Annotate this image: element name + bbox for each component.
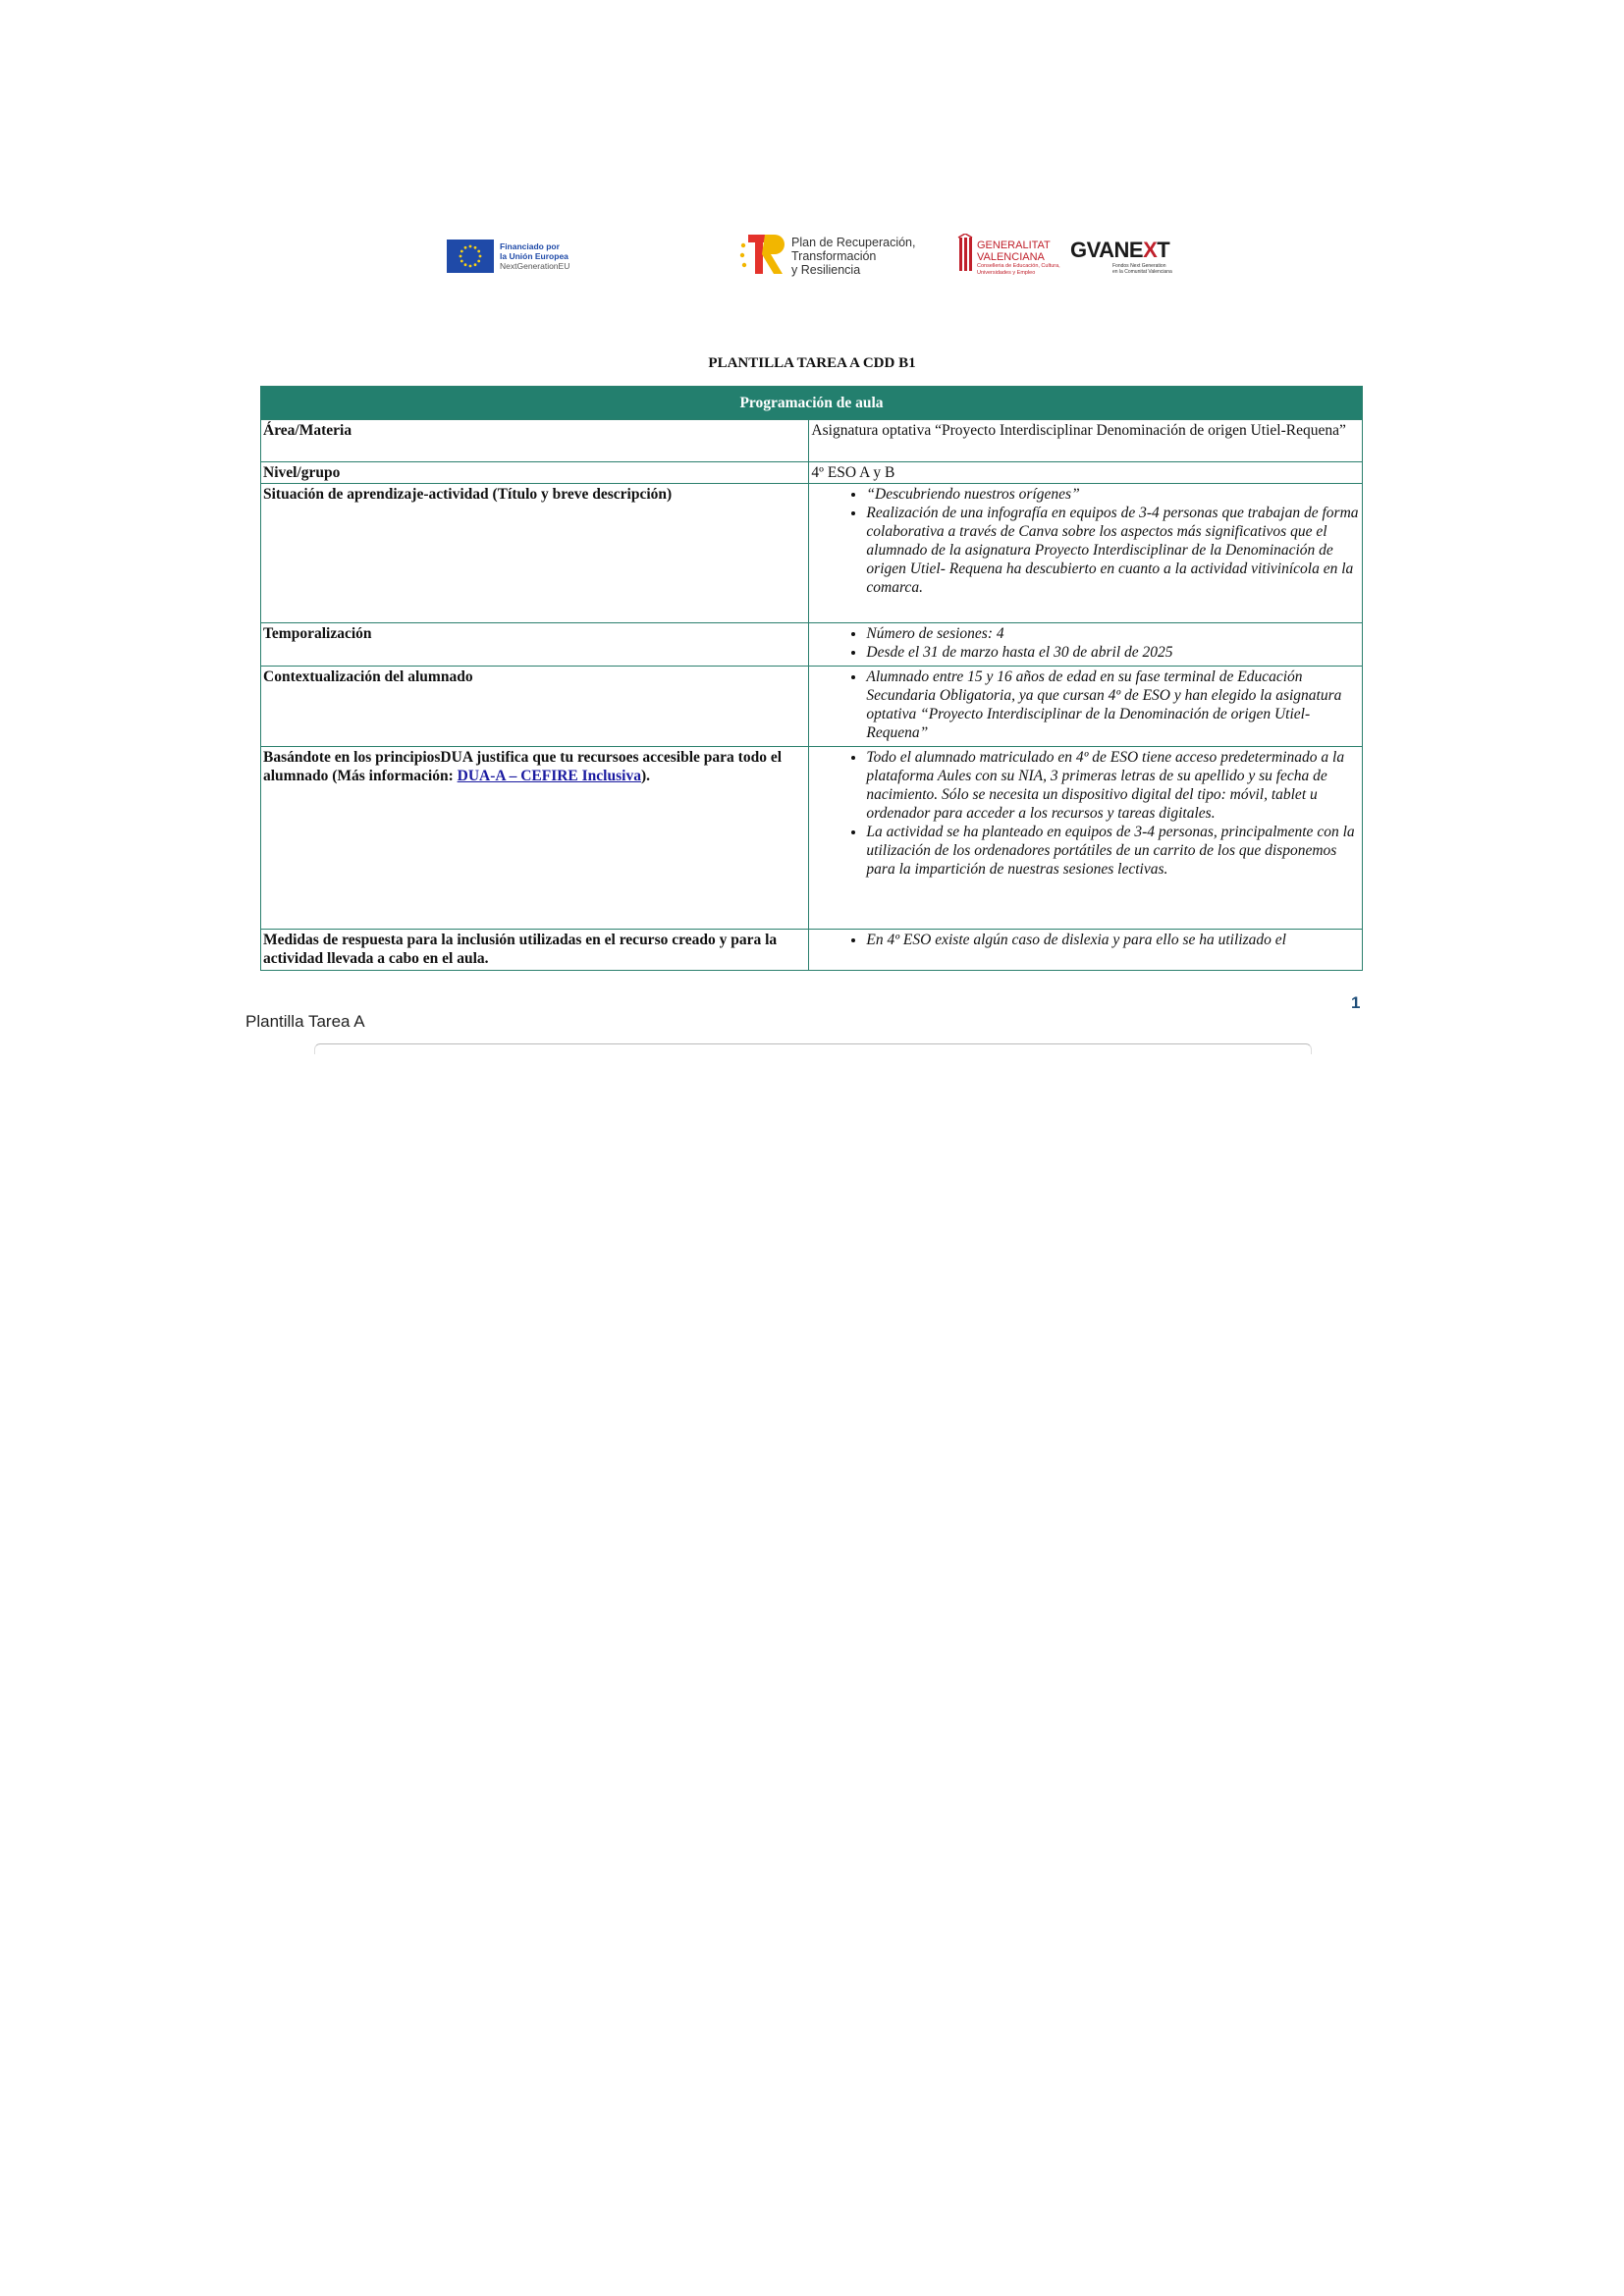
gvanext-wordmark	[1070, 238, 1169, 263]
table-row-temporalizacion	[261, 623, 1363, 667]
list-item: • Alumnado entre 15 y 16 años de edad en su fase terminal de Educación Secundaria Obligatoria, ya que cursan 4º de ESO y han elegido la asignatura optativa “Proyecto Interdisciplinar de la Denominación de origen Utiel-Requena”	[866, 667, 1360, 742]
gva-logo	[957, 232, 1183, 281]
gva-text-line1: GENERALITAT	[977, 240, 1051, 251]
table-row-dua	[261, 747, 1363, 930]
temporalizacion-value	[809, 623, 1363, 667]
document-title: PLANTILLA TAREA A CDD B1	[708, 355, 916, 371]
gva-text-line2: VALENCIANA	[977, 251, 1045, 263]
footer-label: Plantilla Tarea A	[245, 1012, 365, 1031]
list-item: • Número de sesiones: 4	[866, 624, 1360, 643]
dua-cefire-link[interactable]: DUA-A – CEFIRE Inclusiva	[457, 768, 641, 784]
prtr-logo	[738, 232, 945, 279]
medidas-label: Medidas de respuesta para la inclusión utilizadas en el recurso creado y para la actividad llevada a cabo en el aula.	[261, 930, 809, 971]
gvanext-part-d: T	[1157, 238, 1170, 262]
table-row-situacion	[261, 484, 1363, 623]
list-item: • Todo el alumnado matriculado en 4º de ESO tiene acceso predeterminado a la plataforma Aules con su NIA, 3 primeras letras de su apellido y su fecha de nacimiento. Sólo se necesita un dispositivo digital del tipo: móvil, tablet u ordenador para acceder a los recursos y tareas digitales.	[866, 748, 1360, 823]
header-logos	[0, 228, 1624, 287]
gva-shield-icon	[957, 234, 973, 279]
table-header-row	[261, 387, 1363, 420]
dua-label-end: ).	[640, 768, 650, 784]
eu-flag-icon	[447, 240, 494, 273]
list-item: • La actividad se ha planteado en equipos de 3-4 personas, principalmente con la utilización de los ordenadores portátiles de un carrito de los que disponemos para la impartición de nuestras sesiones lectivas.	[866, 823, 1360, 879]
list-item: • En 4º ESO existe algún caso de dislexia y para ello se ha utilizado el	[866, 931, 1360, 949]
prtr-text-line1: Plan de Recuperación,	[791, 236, 916, 249]
list-item: • Desde el 31 de marzo hasta el 30 de abril de 2025	[866, 643, 1360, 662]
eu-text-line2: la Unión Europea	[500, 251, 568, 261]
contexto-label: Contextualización del alumnado	[261, 667, 809, 747]
dua-label-text: Basándote en los principiosDUA justifica que tu recursoes accesible para todo el alumnado (Más información:	[263, 749, 782, 784]
programacion-table	[260, 386, 1363, 971]
gvanext-part-b: NE	[1113, 238, 1144, 262]
situacion-value	[809, 484, 1363, 623]
area-value: Asignatura optativa “Proyecto Interdisciplinar Denominación de origen Utiel-Requena”	[809, 420, 1363, 462]
gva-text-sub1: Conselleria de Educación, Cultura,	[977, 263, 1060, 269]
gvanext-sub2: en la Comunitat Valenciana	[1112, 269, 1172, 275]
nivel-label: Nivel/grupo	[261, 462, 809, 484]
gvanext-part-c: X	[1143, 238, 1158, 262]
medidas-value	[809, 930, 1363, 971]
table-header: Programación de aula	[261, 387, 1363, 420]
area-label: Área/Materia	[261, 420, 809, 462]
list-item: • “Descubriendo nuestros orígenes”	[866, 485, 1360, 504]
gvanext-part-a: GVA	[1070, 238, 1114, 262]
temporalizacion-label: Temporalización	[261, 623, 809, 667]
table-row-contexto	[261, 667, 1363, 747]
list-item: • Realización de una infografía en equipos de 3-4 personas que trabajan de forma colaborativa a través de Canva sobre los aspectos más significativos que el alumnado de la asignatura Proyecto Interdisciplinar de la Denominación de origen Utiel- Requena ha descubierto en cuanto a la actividad vitivinícola en la comarca.	[866, 504, 1360, 597]
nivel-value: 4º ESO A y B	[809, 462, 1363, 484]
eu-logo	[447, 240, 584, 275]
table-row-medidas	[261, 930, 1363, 971]
next-page-divider	[314, 1043, 1312, 1054]
prtr-text-line2: Transformación	[791, 249, 877, 263]
page-number: 1	[1351, 993, 1361, 1012]
prtr-mark-icon	[738, 232, 787, 277]
contexto-value	[809, 667, 1363, 747]
table-row-nivel	[261, 462, 1363, 484]
prtr-text-line3: y Resiliencia	[791, 263, 861, 277]
gva-text-sub2: Universidades y Empleo	[977, 270, 1036, 276]
dua-value	[809, 747, 1363, 930]
table-row-area	[261, 420, 1363, 462]
eu-text-line1: Financiado por	[500, 241, 560, 251]
dua-label	[261, 747, 809, 930]
situacion-label: Situación de aprendizaje-actividad (Título y breve descripción)	[261, 484, 809, 623]
gvanext-sub1: Fondos Next Generation	[1112, 263, 1166, 269]
eu-text-line3: NextGenerationEU	[500, 261, 570, 271]
